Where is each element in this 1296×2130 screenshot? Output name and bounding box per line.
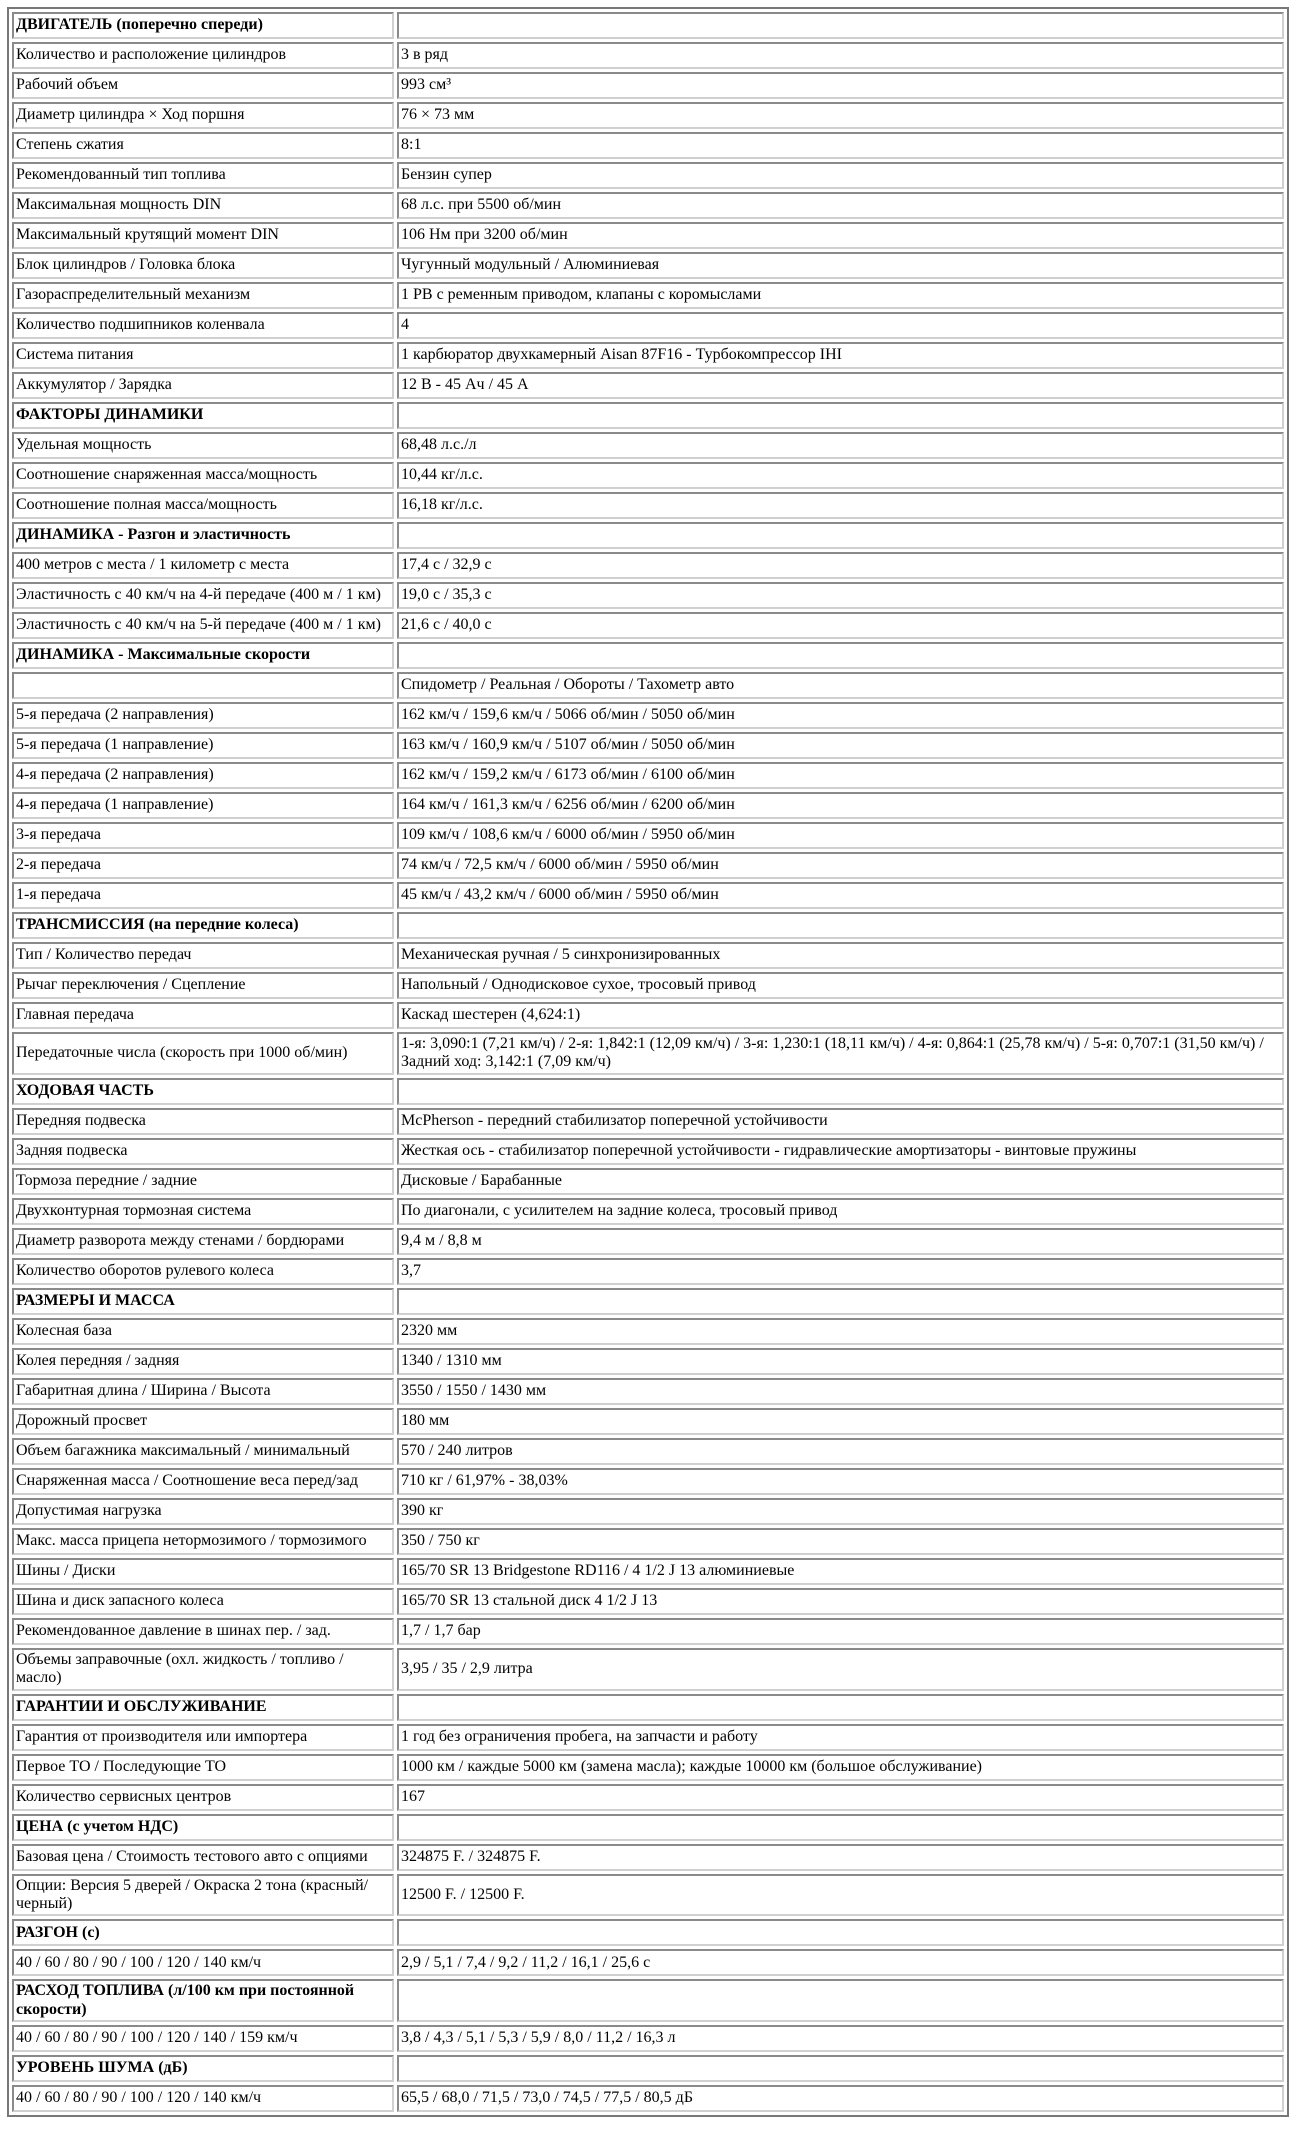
spec-value: Спидометр / Реальная / Обороты / Тахометр авто xyxy=(397,672,1284,699)
spec-label: Шины / Диски xyxy=(12,1558,394,1585)
spec-label: Соотношение снаряженная масса/мощность xyxy=(12,462,394,489)
spec-label: Объемы заправочные (охл. жидкость / топливо / масло) xyxy=(12,1648,394,1691)
spec-label: Диаметр цилиндра × Ход поршня xyxy=(12,102,394,129)
spec-label: Объем багажника максимальный / минимальный xyxy=(12,1438,394,1465)
spec-value: 570 / 240 литров xyxy=(397,1438,1284,1465)
spec-row xyxy=(12,822,1284,849)
spec-value: 8:1 xyxy=(397,132,1284,159)
spec-row xyxy=(12,2025,1284,2052)
spec-row xyxy=(12,882,1284,909)
spec-row xyxy=(12,1228,1284,1255)
spec-label: Двухконтурная тормозная система xyxy=(12,1198,394,1225)
section-title: ДИНАМИКА - Максимальные скорости xyxy=(12,642,394,669)
spec-value: Напольный / Однодисковое сухое, тросовый привод xyxy=(397,972,1284,999)
spec-label: 1-я передача xyxy=(12,882,394,909)
spec-label: Гарантия от производителя или импортера xyxy=(12,1724,394,1751)
spec-label: Блок цилиндров / Головка блока xyxy=(12,252,394,279)
section-empty-cell xyxy=(397,522,1284,549)
section-header-row xyxy=(12,522,1284,549)
spec-label: Габаритная длина / Ширина / Высота xyxy=(12,1378,394,1405)
spec-value: 3,95 / 35 / 2,9 литра xyxy=(397,1648,1284,1691)
spec-value: 162 км/ч / 159,6 км/ч / 5066 об/мин / 5050 об/мин xyxy=(397,702,1284,729)
section-empty-cell xyxy=(397,2055,1284,2082)
section-header-row xyxy=(12,1814,1284,1841)
section-header-row xyxy=(12,1078,1284,1105)
spec-value: 2320 мм xyxy=(397,1318,1284,1345)
spec-row xyxy=(12,132,1284,159)
spec-value: Дисковые / Барабанные xyxy=(397,1168,1284,1195)
spec-label: Макс. масса прицепа нетормозимого / тормозимого xyxy=(12,1528,394,1555)
spec-value: 3550 / 1550 / 1430 мм xyxy=(397,1378,1284,1405)
spec-row xyxy=(12,372,1284,399)
section-empty-cell xyxy=(397,1288,1284,1315)
spec-label: 4-я передача (1 направление) xyxy=(12,792,394,819)
section-title: ГАРАНТИИ И ОБСЛУЖИВАНИЕ xyxy=(12,1694,394,1721)
spec-row xyxy=(12,162,1284,189)
spec-value: 1000 км / каждые 5000 км (замена масла); каждые 10000 км (большое обслуживание) xyxy=(397,1754,1284,1781)
spec-value: McPherson - передний стабилизатор поперечной устойчивости xyxy=(397,1108,1284,1135)
spec-label: Тормоза передние / задние xyxy=(12,1168,394,1195)
spec-row xyxy=(12,1438,1284,1465)
spec-label: 4-я передача (2 направления) xyxy=(12,762,394,789)
spec-row xyxy=(12,282,1284,309)
spec-label: 2-я передача xyxy=(12,852,394,879)
spec-label: 40 / 60 / 80 / 90 / 100 / 120 / 140 км/ч xyxy=(12,2085,394,2112)
spec-table xyxy=(7,7,1289,2117)
spec-value: 16,18 кг/л.с. xyxy=(397,492,1284,519)
spec-row xyxy=(12,1588,1284,1615)
section-header-row xyxy=(12,1694,1284,1721)
spec-value: 162 км/ч / 159,2 км/ч / 6173 об/мин / 6100 об/мин xyxy=(397,762,1284,789)
spec-row xyxy=(12,1528,1284,1555)
spec-value: Жесткая ось - стабилизатор поперечной устойчивости - гидравлические амортизаторы - винтовые пружины xyxy=(397,1138,1284,1165)
spec-row xyxy=(12,1168,1284,1195)
spec-row xyxy=(12,612,1284,639)
section-title: ЦЕНА (с учетом НДС) xyxy=(12,1814,394,1841)
spec-row xyxy=(12,492,1284,519)
section-empty-cell xyxy=(397,1078,1284,1105)
spec-label: 400 метров с места / 1 километр с места xyxy=(12,552,394,579)
section-header-row xyxy=(12,2055,1284,2082)
spec-value: Чугунный модульный / Алюминиевая xyxy=(397,252,1284,279)
spec-value: 3 в ряд xyxy=(397,42,1284,69)
spec-value: 10,44 кг/л.с. xyxy=(397,462,1284,489)
spec-value: 21,6 с / 40,0 с xyxy=(397,612,1284,639)
section-header-row xyxy=(12,1919,1284,1946)
spec-row xyxy=(12,732,1284,759)
spec-row xyxy=(12,1408,1284,1435)
spec-value: 12 В - 45 Ач / 45 А xyxy=(397,372,1284,399)
spec-value: 350 / 750 кг xyxy=(397,1528,1284,1555)
section-empty-cell xyxy=(397,1919,1284,1946)
spec-row xyxy=(12,852,1284,879)
spec-value: 1-я: 3,090:1 (7,21 км/ч) / 2-я: 1,842:1 (12,09 км/ч) / 3-я: 1,230:1 (18,11 км/ч) / 4-я: 0,864:1 (25,78 км/ч) / 5-я: 0,707:1 (31,50 км/ч) / Задний ход: 3,142:1 (7,09 км/ч) xyxy=(397,1032,1284,1075)
spec-row xyxy=(12,1258,1284,1285)
spec-value: Механическая ручная / 5 синхронизированных xyxy=(397,942,1284,969)
spec-label: 5-я передача (1 направление) xyxy=(12,732,394,759)
section-empty-cell xyxy=(397,1979,1284,2022)
spec-value: 165/70 SR 13 стальной диск 4 1/2 J 13 xyxy=(397,1588,1284,1615)
section-header-row xyxy=(12,912,1284,939)
spec-row xyxy=(12,42,1284,69)
spec-label: Шина и диск запасного колеса xyxy=(12,1588,394,1615)
spec-label: Главная передача xyxy=(12,1002,394,1029)
spec-label: Газораспределительный механизм xyxy=(12,282,394,309)
spec-label: Эластичность с 40 км/ч на 5-й передаче (400 м / 1 км) xyxy=(12,612,394,639)
spec-value: 4 xyxy=(397,312,1284,339)
section-title: ХОДОВАЯ ЧАСТЬ xyxy=(12,1078,394,1105)
section-empty-cell xyxy=(397,1694,1284,1721)
section-empty-cell xyxy=(397,1814,1284,1841)
spec-value: 3,7 xyxy=(397,1258,1284,1285)
spec-row xyxy=(12,792,1284,819)
spec-row xyxy=(12,102,1284,129)
spec-label: Максимальный крутящий момент DIN xyxy=(12,222,394,249)
spec-row xyxy=(12,1468,1284,1495)
spec-value: 390 кг xyxy=(397,1498,1284,1525)
spec-row xyxy=(12,582,1284,609)
spec-value: 1 РВ с ременным приводом, клапаны с коромыслами xyxy=(397,282,1284,309)
spec-label: Система питания xyxy=(12,342,394,369)
spec-row xyxy=(12,1874,1284,1917)
spec-value: 106 Нм при 3200 об/мин xyxy=(397,222,1284,249)
spec-label: Колесная база xyxy=(12,1318,394,1345)
spec-row xyxy=(12,1348,1284,1375)
spec-row xyxy=(12,1318,1284,1345)
section-header-row xyxy=(12,1979,1284,2022)
spec-label: Максимальная мощность DIN xyxy=(12,192,394,219)
spec-row xyxy=(12,342,1284,369)
section-title: РАСХОД ТОПЛИВА (л/100 км при постоянной скорости) xyxy=(12,1979,394,2022)
section-title: ФАКТОРЫ ДИНАМИКИ xyxy=(12,402,394,429)
spec-value: 68,48 л.с./л xyxy=(397,432,1284,459)
spec-label: Снаряженная масса / Соотношение веса перед/зад xyxy=(12,1468,394,1495)
section-title: РАЗМЕРЫ И МАССА xyxy=(12,1288,394,1315)
spec-label: Количество и расположение цилиндров xyxy=(12,42,394,69)
spec-row xyxy=(12,702,1284,729)
spec-row xyxy=(12,2085,1284,2112)
spec-row xyxy=(12,1724,1284,1751)
spec-label: Диаметр разворота между стенами / бордюрами xyxy=(12,1228,394,1255)
spec-value: 1 карбюратор двухкамерный Aisan 87F16 - Турбокомпрессор IHI xyxy=(397,342,1284,369)
spec-label: Рекомендованный тип топлива xyxy=(12,162,394,189)
spec-value: 65,5 / 68,0 / 71,5 / 73,0 / 74,5 / 77,5 / 80,5 дБ xyxy=(397,2085,1284,2112)
spec-value: Бензин супер xyxy=(397,162,1284,189)
spec-row xyxy=(12,192,1284,219)
spec-row xyxy=(12,1032,1284,1075)
spec-row xyxy=(12,462,1284,489)
spec-value: 3,8 / 4,3 / 5,1 / 5,3 / 5,9 / 8,0 / 11,2 / 16,3 л xyxy=(397,2025,1284,2052)
spec-row xyxy=(12,222,1284,249)
spec-row xyxy=(12,1108,1284,1135)
spec-label: Соотношение полная масса/мощность xyxy=(12,492,394,519)
spec-row xyxy=(12,432,1284,459)
spec-row xyxy=(12,672,1284,699)
section-title: УРОВЕНЬ ШУМА (дБ) xyxy=(12,2055,394,2082)
spec-value: 993 см³ xyxy=(397,72,1284,99)
spec-label: Колея передняя / задняя xyxy=(12,1348,394,1375)
spec-label: Тип / Количество передач xyxy=(12,942,394,969)
spec-label: 40 / 60 / 80 / 90 / 100 / 120 / 140 км/ч xyxy=(12,1949,394,1976)
spec-value: 710 кг / 61,97% - 38,03% xyxy=(397,1468,1284,1495)
spec-value: 167 xyxy=(397,1784,1284,1811)
spec-row xyxy=(12,1498,1284,1525)
spec-label: Первое ТО / Последующие ТО xyxy=(12,1754,394,1781)
spec-row xyxy=(12,1138,1284,1165)
spec-label: Удельная мощность xyxy=(12,432,394,459)
spec-label: Задняя подвеска xyxy=(12,1138,394,1165)
spec-value: 74 км/ч / 72,5 км/ч / 6000 об/мин / 5950 об/мин xyxy=(397,852,1284,879)
spec-value: 2,9 / 5,1 / 7,4 / 9,2 / 11,2 / 16,1 / 25,6 с xyxy=(397,1949,1284,1976)
spec-row xyxy=(12,1198,1284,1225)
spec-row xyxy=(12,552,1284,579)
spec-label: Количество сервисных центров xyxy=(12,1784,394,1811)
spec-row xyxy=(12,1784,1284,1811)
section-header-row xyxy=(12,402,1284,429)
spec-label: Опции: Версия 5 дверей / Окраска 2 тона (красный/черный) xyxy=(12,1874,394,1917)
section-header-row xyxy=(12,1288,1284,1315)
spec-row xyxy=(12,1558,1284,1585)
spec-value: 68 л.с. при 5500 об/мин xyxy=(397,192,1284,219)
spec-value: По диагонали, с усилителем на задние колеса, тросовый привод xyxy=(397,1198,1284,1225)
spec-value: 164 км/ч / 161,3 км/ч / 6256 об/мин / 6200 об/мин xyxy=(397,792,1284,819)
spec-label: Базовая цена / Стоимость тестового авто с опциями xyxy=(12,1844,394,1871)
spec-value: 9,4 м / 8,8 м xyxy=(397,1228,1284,1255)
spec-value: 165/70 SR 13 Bridgestone RD116 / 4 1/2 J 13 алюминиевые xyxy=(397,1558,1284,1585)
spec-row xyxy=(12,1378,1284,1405)
spec-label: Рабочий объем xyxy=(12,72,394,99)
section-header-row xyxy=(12,12,1284,39)
spec-value: 1,7 / 1,7 бар xyxy=(397,1618,1284,1645)
spec-value: 17,4 с / 32,9 с xyxy=(397,552,1284,579)
section-empty-cell xyxy=(397,642,1284,669)
section-empty-cell xyxy=(397,402,1284,429)
spec-label: Допустимая нагрузка xyxy=(12,1498,394,1525)
spec-label: Дорожный просвет xyxy=(12,1408,394,1435)
spec-value: 1 год без ограничения пробега, на запчасти и работу xyxy=(397,1724,1284,1751)
section-title: ДВИГАТЕЛЬ (поперечно спереди) xyxy=(12,12,394,39)
spec-value: 163 км/ч / 160,9 км/ч / 5107 об/мин / 5050 об/мин xyxy=(397,732,1284,759)
section-empty-cell xyxy=(397,912,1284,939)
spec-value: 109 км/ч / 108,6 км/ч / 6000 об/мин / 5950 об/мин xyxy=(397,822,1284,849)
spec-value: 180 мм xyxy=(397,1408,1284,1435)
spec-row xyxy=(12,1648,1284,1691)
spec-row xyxy=(12,942,1284,969)
spec-value: 19,0 с / 35,3 с xyxy=(397,582,1284,609)
spec-label: Передаточные числа (скорость при 1000 об/мин) xyxy=(12,1032,394,1075)
section-title: ТРАНСМИССИЯ (на передние колеса) xyxy=(12,912,394,939)
spec-label: 40 / 60 / 80 / 90 / 100 / 120 / 140 / 159 км/ч xyxy=(12,2025,394,2052)
spec-label: Эластичность с 40 км/ч на 4-й передаче (400 м / 1 км) xyxy=(12,582,394,609)
section-title: РАЗГОН (с) xyxy=(12,1919,394,1946)
spec-label: Степень сжатия xyxy=(12,132,394,159)
section-header-row xyxy=(12,642,1284,669)
spec-label: 5-я передача (2 направления) xyxy=(12,702,394,729)
spec-row xyxy=(12,72,1284,99)
spec-value: 12500 F. / 12500 F. xyxy=(397,1874,1284,1917)
spec-label: Аккумулятор / Зарядка xyxy=(12,372,394,399)
section-empty-cell xyxy=(397,12,1284,39)
spec-row xyxy=(12,762,1284,789)
spec-value: 76 × 73 мм xyxy=(397,102,1284,129)
spec-label: Количество подшипников коленвала xyxy=(12,312,394,339)
spec-value: Каскад шестерен (4,624:1) xyxy=(397,1002,1284,1029)
spec-row xyxy=(12,252,1284,279)
spec-value: 324875 F. / 324875 F. xyxy=(397,1844,1284,1871)
spec-label: Рекомендованное давление в шинах пер. / зад. xyxy=(12,1618,394,1645)
spec-row xyxy=(12,1754,1284,1781)
spec-row xyxy=(12,1618,1284,1645)
spec-label: Рычаг переключения / Сцепление xyxy=(12,972,394,999)
spec-row xyxy=(12,312,1284,339)
spec-label: 3-я передача xyxy=(12,822,394,849)
spec-table-body xyxy=(12,12,1284,2112)
spec-row xyxy=(12,1949,1284,1976)
spec-label xyxy=(12,672,394,699)
spec-row xyxy=(12,972,1284,999)
spec-row xyxy=(12,1844,1284,1871)
spec-row xyxy=(12,1002,1284,1029)
spec-value: 1340 / 1310 мм xyxy=(397,1348,1284,1375)
spec-value: 45 км/ч / 43,2 км/ч / 6000 об/мин / 5950 об/мин xyxy=(397,882,1284,909)
spec-label: Передняя подвеска xyxy=(12,1108,394,1135)
section-title: ДИНАМИКА - Разгон и эластичность xyxy=(12,522,394,549)
spec-label: Количество оборотов рулевого колеса xyxy=(12,1258,394,1285)
